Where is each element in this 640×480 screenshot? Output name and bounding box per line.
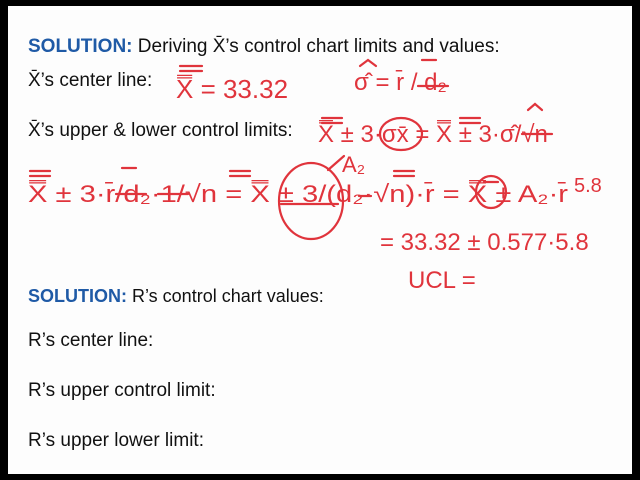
xbar-control-limits-label: X̄’s upper & lower control limits: — [28, 120, 293, 141]
solution-heading-text: Deriving X̄’s control chart limits and values: — [132, 36, 500, 57]
numeric-eq: = 33.32 ± 0.577·5.8 — [380, 229, 589, 256]
handwritten-annotations — [8, 6, 632, 474]
limits-eq: X̿ ± 3·σx̄ = X̿ ± 3·σ̂/√n — [318, 121, 548, 148]
solution-label: SOLUTION: — [28, 36, 133, 57]
ucl-eq: UCL = — [408, 267, 476, 294]
r-upper-control-limit-label: R’s upper control limit: — [28, 380, 216, 401]
a2-note: A₂ — [342, 152, 366, 177]
derivation-eq: X̿ ± 3·r̄/d₂·1/√n = X̿ ± 3/(d₂·√n)·r̄ = X̿ ± A₂·r̄ — [28, 181, 568, 208]
solution-label-2: SOLUTION: — [28, 286, 127, 306]
rbar-value: 5.8 — [574, 175, 602, 197]
solution-heading-2-text: R’s control chart values: — [127, 286, 324, 306]
r-center-line-label: R’s center line: — [28, 330, 154, 351]
r-lower-limit-label: R’s upper lower limit: — [28, 430, 204, 451]
sigma-hat-eq: σ̂ = r̄ / d₂ — [354, 69, 447, 96]
slide — [8, 6, 632, 474]
xbar-center-line-label: X̄’s center line: — [28, 70, 153, 91]
center-eq: X̿ = 33.32 — [176, 74, 289, 104]
